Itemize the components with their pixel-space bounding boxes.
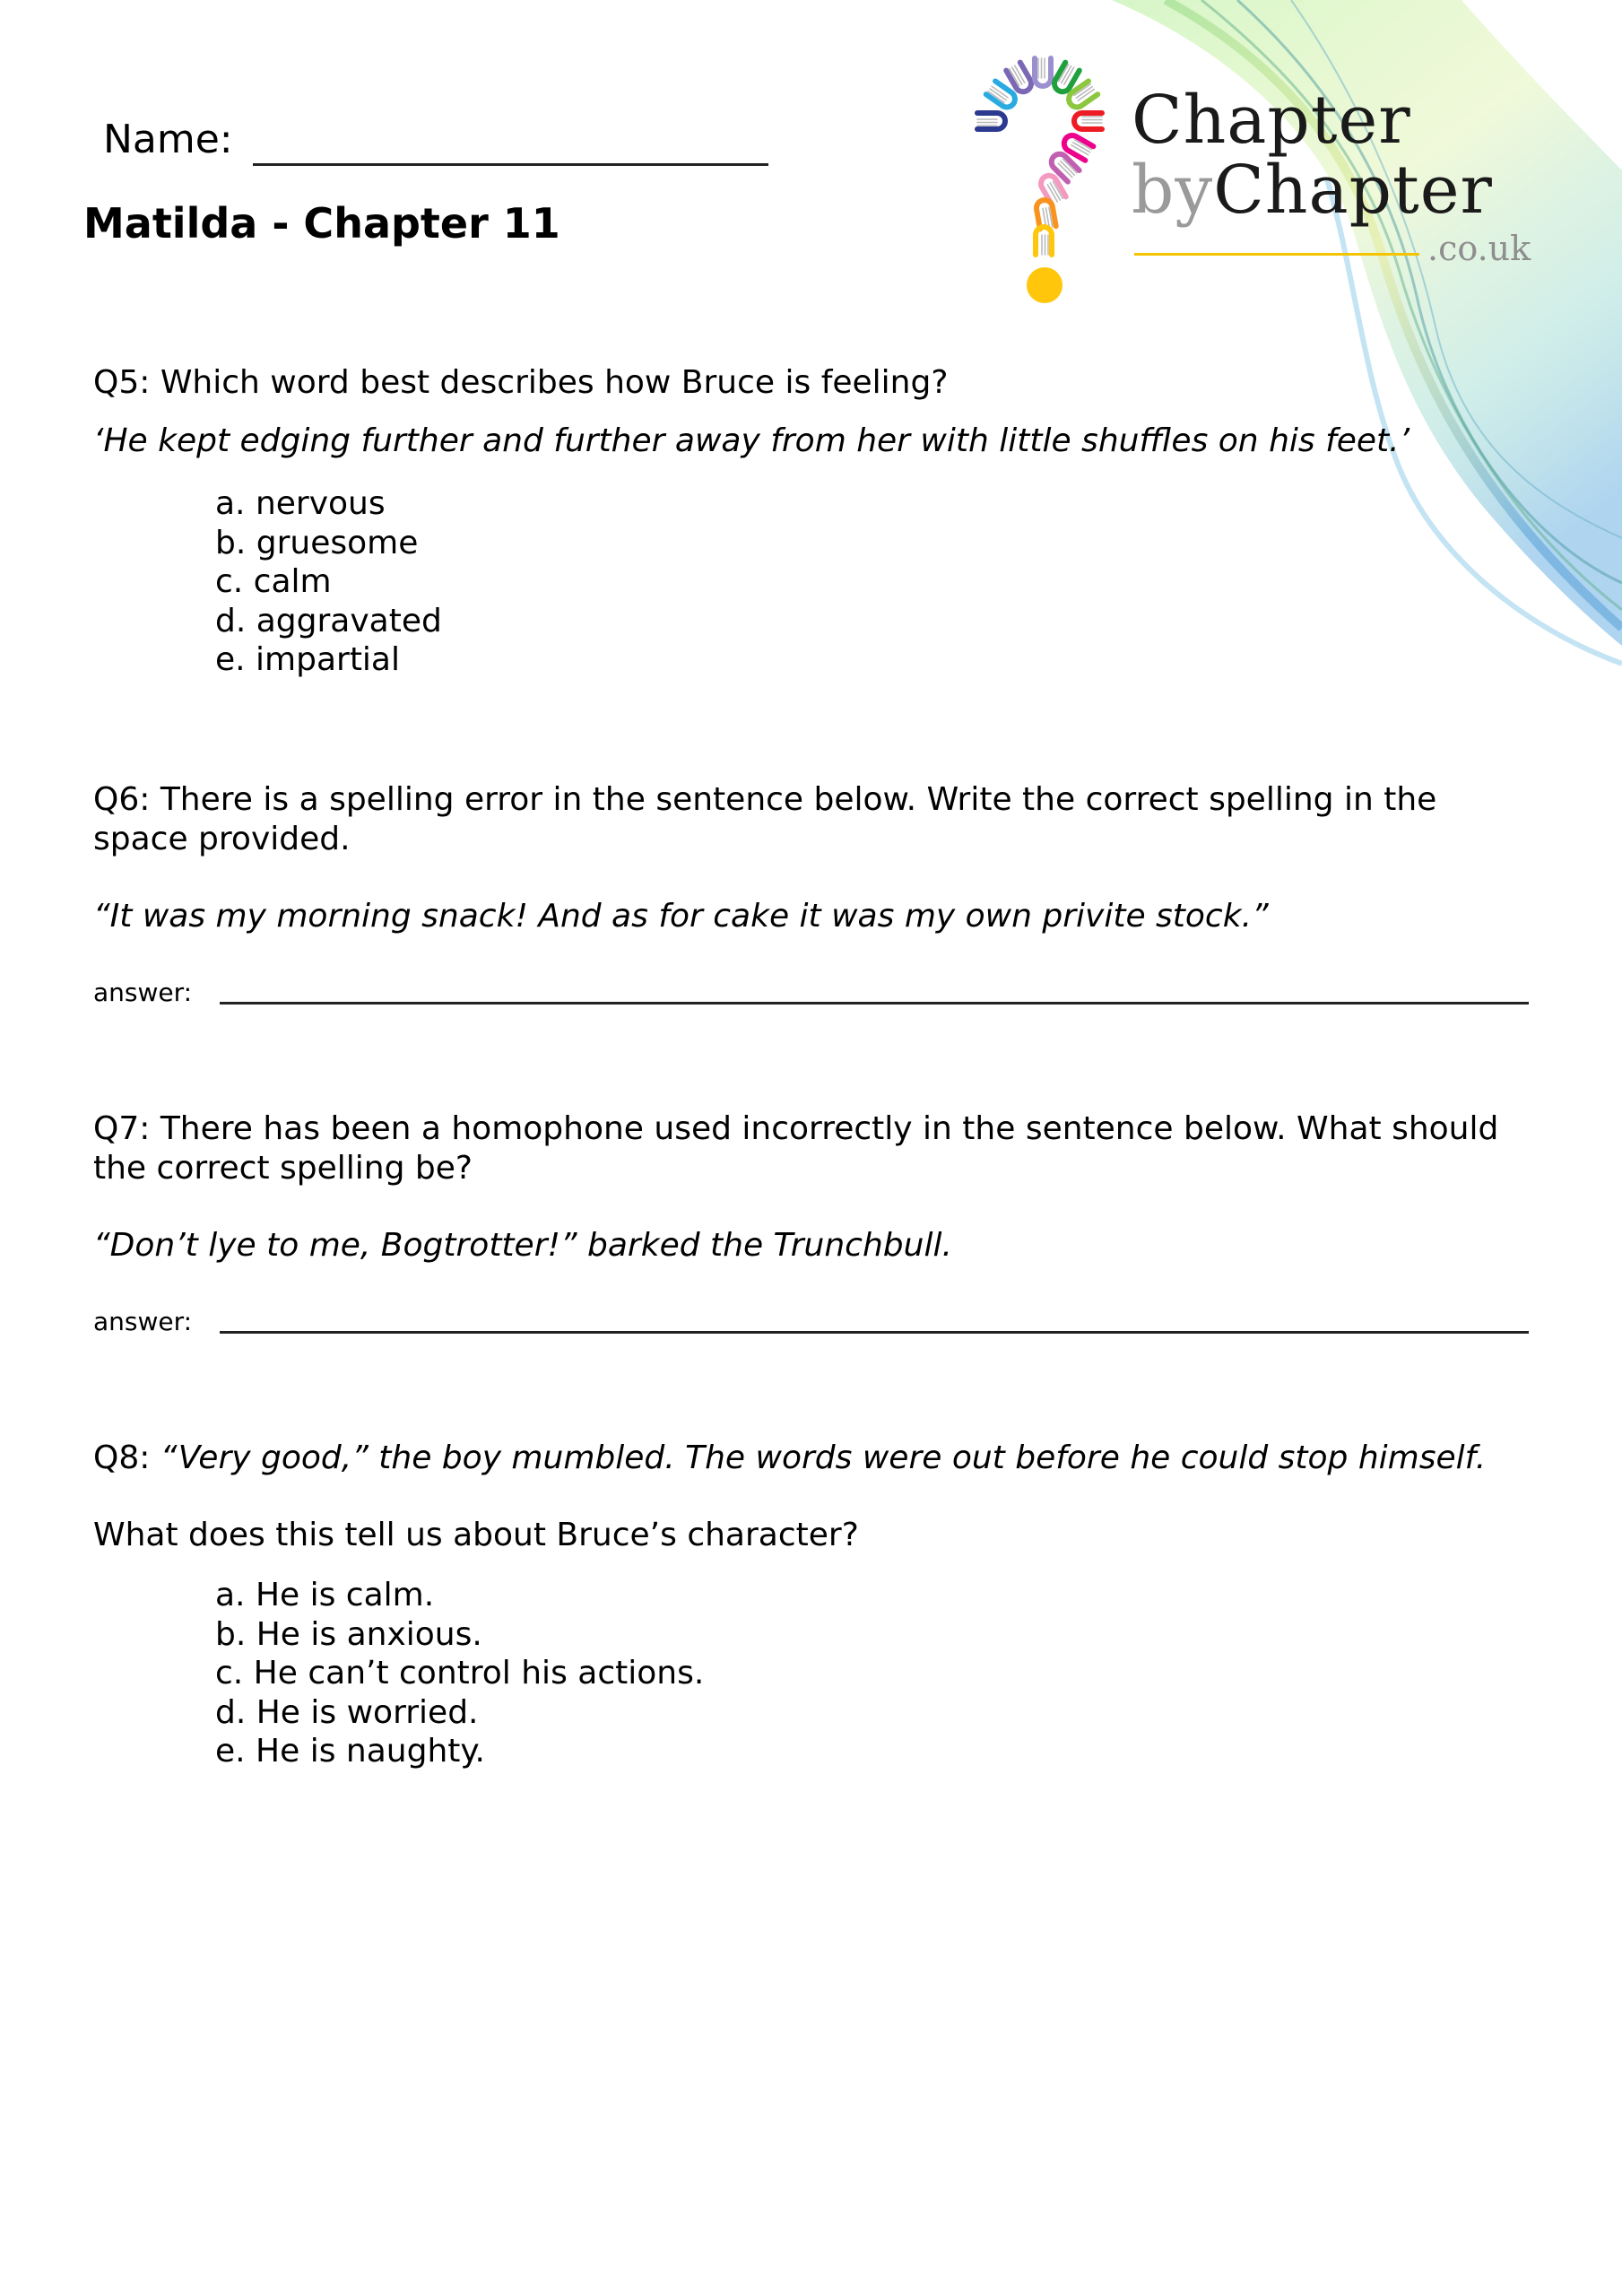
q8-option-d[interactable]: d. He is worried. bbox=[215, 1693, 479, 1731]
q8-prompt bbox=[93, 1439, 1486, 1478]
logo-wordmark bbox=[1132, 82, 1531, 268]
q5-quote: ‘He kept edging further and further away from her with little shuffles on his feet.’ bbox=[93, 422, 1410, 459]
question-mark-books-logo-icon bbox=[967, 49, 1119, 309]
name-label: Name: bbox=[103, 117, 233, 162]
worksheet-title: Matilda - Chapter 11 bbox=[83, 199, 560, 248]
q5-option-c[interactable]: c. calm bbox=[215, 563, 332, 600]
q5-option-e[interactable]: e. impartial bbox=[215, 641, 400, 678]
q8-quote: “Very good,” the boy mumbled. The words were out before he could stop himself. bbox=[160, 1439, 1487, 1476]
logo-chapter-2: Chapter bbox=[1213, 152, 1493, 229]
q5-prompt: Q5: Which word best describes how Bruce is feeling? bbox=[93, 364, 949, 401]
q6-answer-line[interactable] bbox=[220, 1002, 1529, 1004]
name-input-line[interactable] bbox=[253, 163, 768, 166]
q7-answer-label: answer: bbox=[93, 1307, 193, 1336]
logo-chapter: Chapter bbox=[1132, 82, 1411, 159]
q6-prompt-line1: Q6: There is a spelling error in the sentence below. Write the correct spelling in the bbox=[93, 781, 1437, 818]
q8-option-e[interactable]: e. He is naughty. bbox=[215, 1733, 485, 1770]
q8-options bbox=[215, 1576, 704, 1771]
logo-by: by bbox=[1132, 152, 1214, 229]
q8-option-c[interactable]: c. He can’t control his actions. bbox=[215, 1655, 705, 1692]
q6-answer-label: answer: bbox=[93, 978, 193, 1007]
logo-book-icon bbox=[1035, 58, 1051, 86]
logo-book-icon bbox=[977, 113, 1005, 129]
q6-prompt bbox=[93, 780, 1436, 859]
q7-answer-line[interactable] bbox=[220, 1331, 1529, 1334]
q7-prompt-line1: Q7: There has been a homophone used incorrectly in the sentence below. What should bbox=[93, 1110, 1499, 1147]
logo-book-icon bbox=[1074, 113, 1102, 129]
q5-option-d[interactable]: d. aggravated bbox=[215, 602, 442, 639]
q8-question: What does this tell us about Bruce’s character? bbox=[93, 1517, 859, 1553]
q6-prompt-line2: space provided. bbox=[93, 821, 351, 857]
q5-option-b[interactable]: b. gruesome bbox=[215, 524, 419, 561]
logo-by-chapter bbox=[1132, 152, 1493, 229]
q6-quote: “It was my morning snack! And as for cake it was my own privite stock.” bbox=[93, 898, 1269, 935]
q7-quote: “Don’t lye to me, Bogtrotter!” barked the Trunchbull. bbox=[93, 1227, 952, 1264]
q5-option-a[interactable]: a. nervous bbox=[215, 485, 386, 522]
q8-option-b[interactable]: b. He is anxious. bbox=[215, 1615, 482, 1653]
logo-book-icon bbox=[1036, 227, 1052, 255]
q7-prompt-line2: the correct spelling be? bbox=[93, 1150, 473, 1187]
q5-options bbox=[215, 484, 442, 680]
logo-dot bbox=[1027, 267, 1063, 303]
q8-option-a[interactable]: a. He is calm. bbox=[215, 1577, 435, 1613]
q8-prefix: Q8: bbox=[93, 1439, 160, 1476]
q7-prompt bbox=[93, 1109, 1498, 1188]
logo-domain: .co.uk bbox=[1427, 229, 1531, 268]
logo-underline bbox=[1134, 253, 1419, 256]
